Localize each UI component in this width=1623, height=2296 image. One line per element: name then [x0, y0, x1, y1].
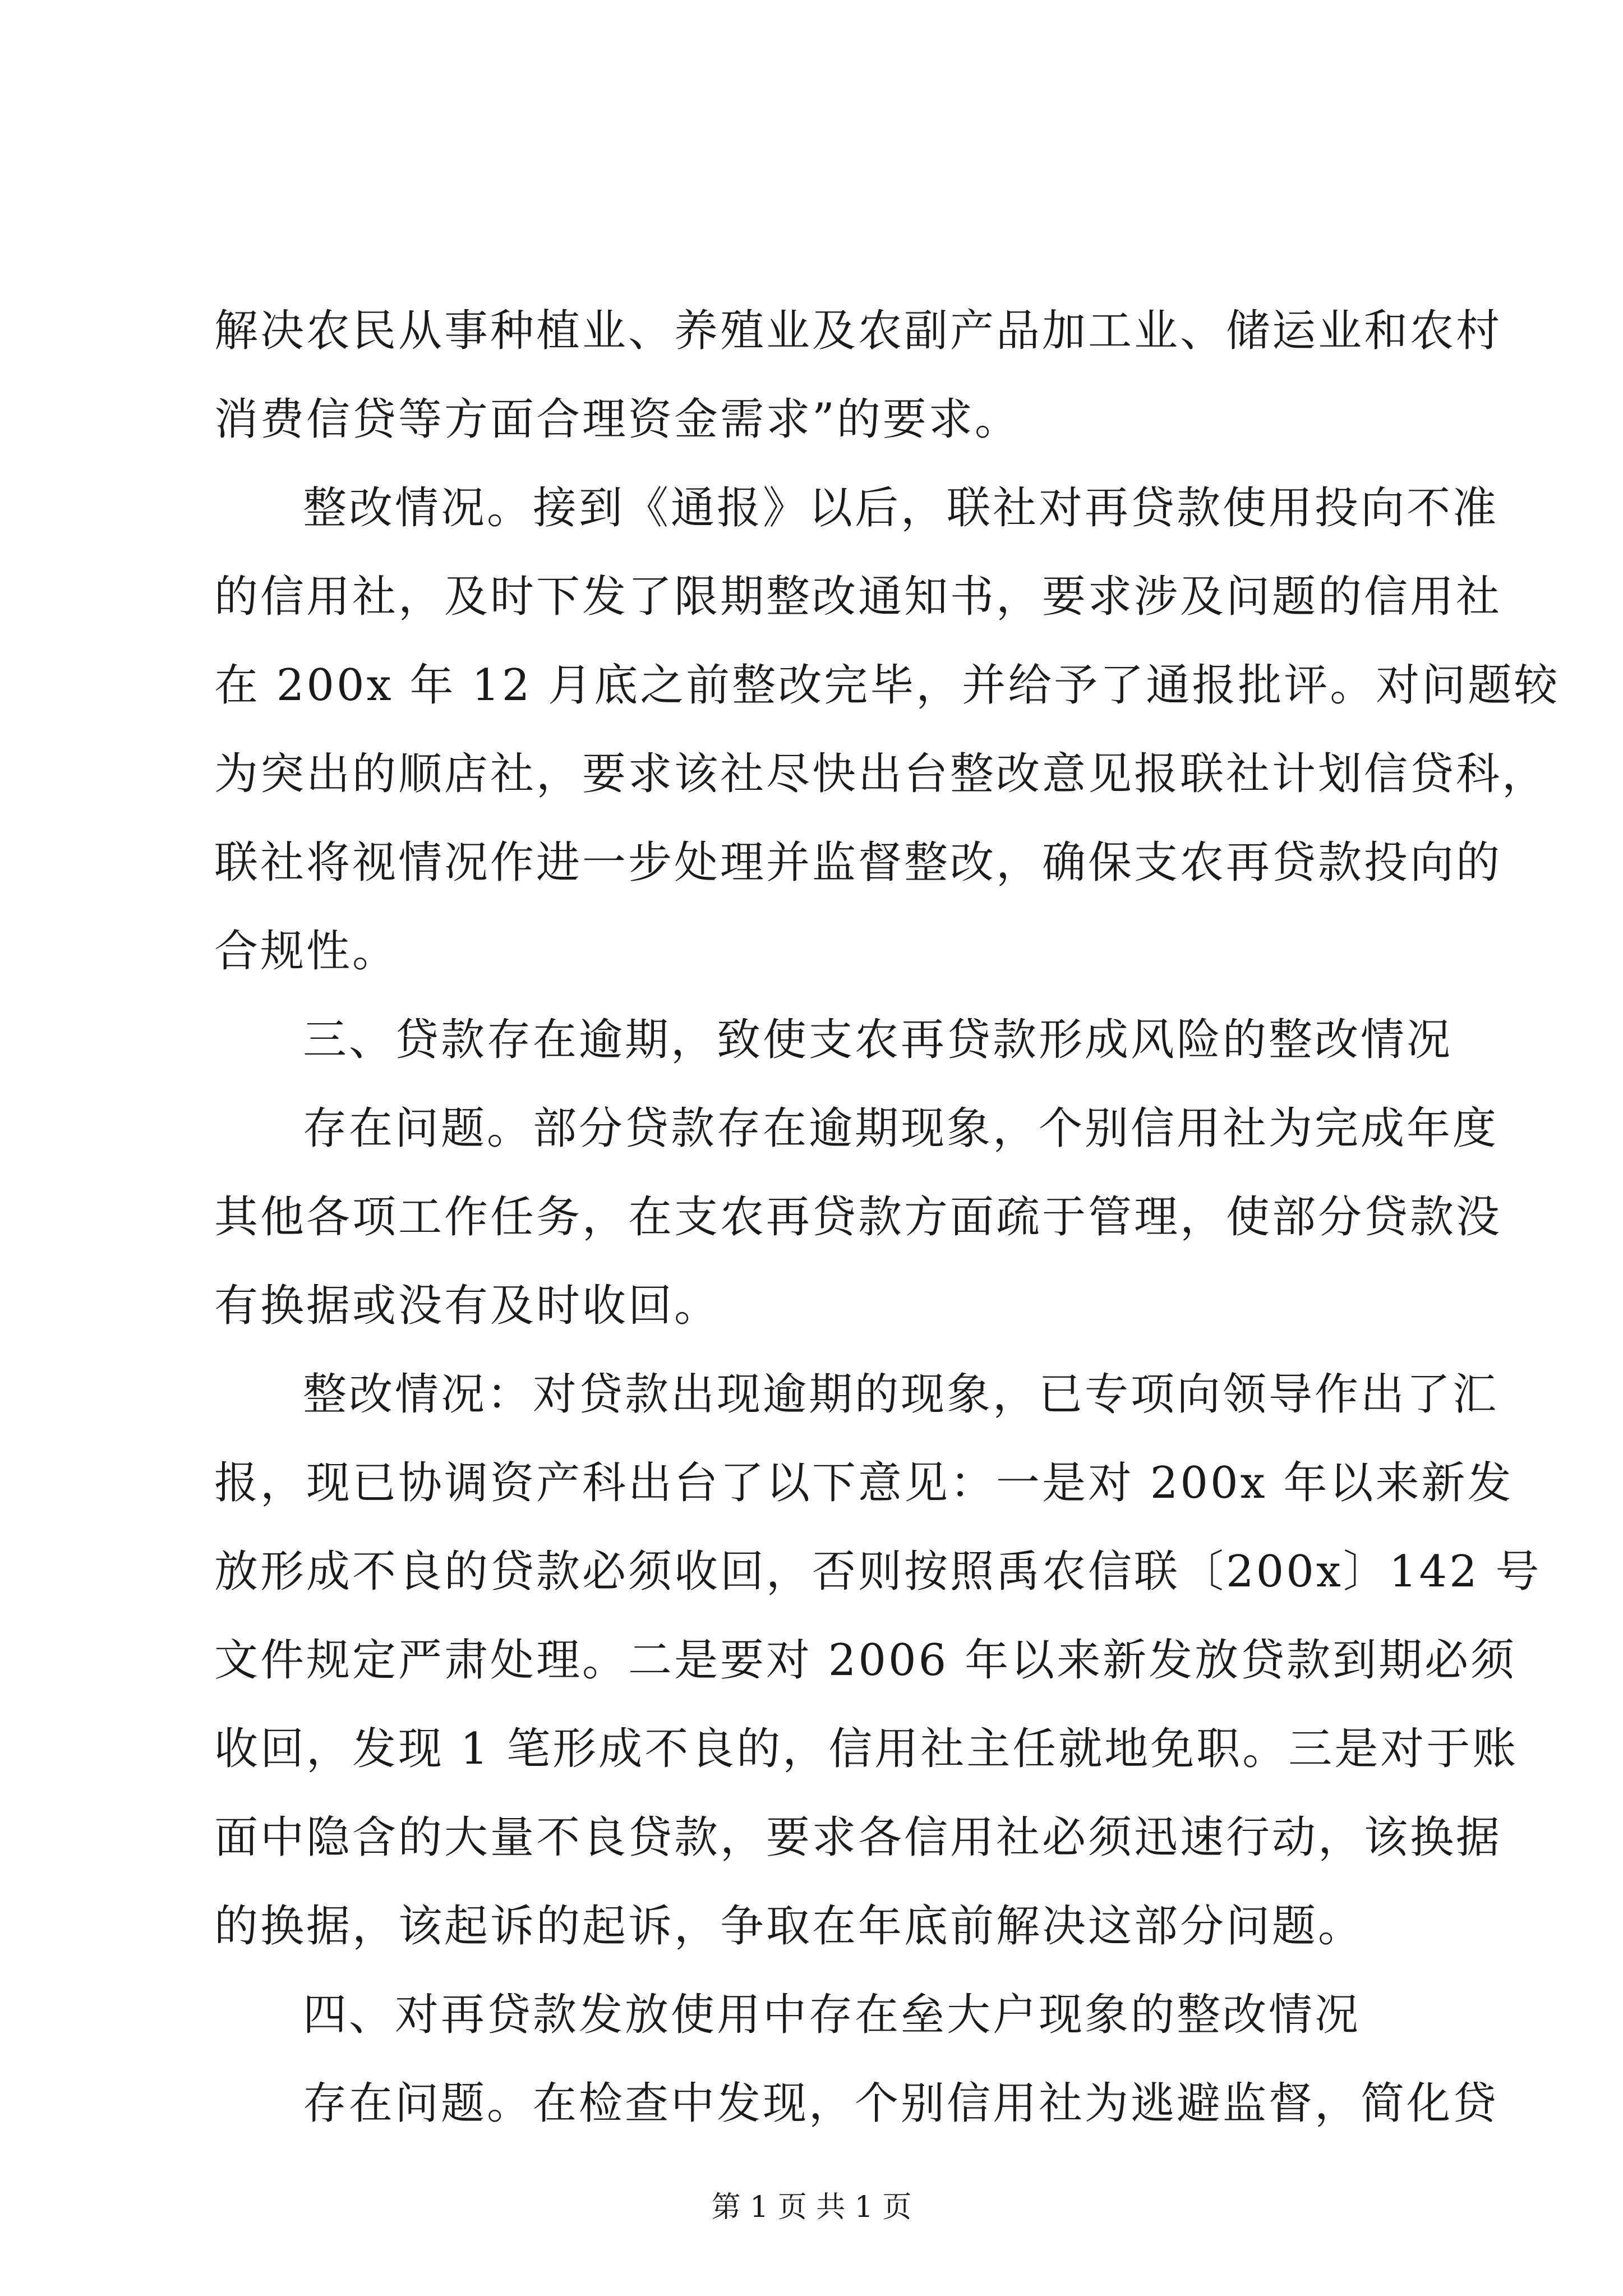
text-line: 为突出的顺店社，要求该社尽快出台整改意见报联社计划信贷科， — [214, 749, 1548, 799]
text-line: 有换据或没有及时收回。 — [214, 1281, 721, 1331]
text-line: 文件规定严肃处理。二是要对 2006 年以来新发放贷款到期必须 — [214, 1635, 1517, 1686]
paragraph-start: 存在问题。部分贷款存在逾期现象，个别信用社为完成年度 — [303, 1103, 1499, 1154]
page-footer: 第 1 页 共 1 页 — [711, 2191, 912, 2224]
text-line: 解决农民从事种植业、养殖业及农副产品加工业、储运业和农村 — [214, 306, 1502, 356]
text-line: 消费信贷等方面合理资金需求”的要求。 — [214, 394, 1021, 445]
text-line: 报，现已协调资产科出台了以下意见：一是对 200x 年以来新发 — [214, 1458, 1514, 1508]
section-heading: 三、贷款存在逾期，致使支农再贷款形成风险的整改情况 — [303, 1015, 1453, 1065]
text-line: 的换据，该起诉的起诉，争取在年底前解决这部分问题。 — [214, 1901, 1364, 1952]
text-line: 在 200x 年 12 月底之前整改完毕，并给予了通报批评。对问题较 — [214, 660, 1560, 711]
text-line: 放形成不良的贷款必须收回，否则按照禹农信联〔200x〕142 号 — [214, 1547, 1542, 1597]
text-line: 面中隐含的大量不良贷款，要求各信用社必须迅速行动，该换据 — [214, 1812, 1502, 1863]
text-line: 联社将视情况作进一步处理并监督整改，确保支农再贷款投向的 — [214, 838, 1502, 888]
text-line: 收回，发现 1 笔形成不良的，信用社主任就地免职。三是对于账 — [214, 1724, 1519, 1774]
paragraph-start: 存在问题。在检查中发现，个别信用社为逃避监督，简化贷 — [303, 2078, 1499, 2129]
paragraph-start: 整改情况。接到《通报》以后，联社对再贷款使用投向不准 — [303, 483, 1499, 533]
paragraph-start: 整改情况：对贷款出现逾期的现象，已专项向领导作出了汇 — [303, 1369, 1499, 1420]
section-heading: 四、对再贷款发放使用中存在垒大户现象的整改情况 — [303, 1990, 1361, 2040]
text-line: 的信用社，及时下发了限期整改通知书，要求涉及问题的信用社 — [214, 572, 1502, 622]
text-line: 合规性。 — [214, 926, 399, 977]
text-line: 其他各项工作任务，在支农再贷款方面疏于管理，使部分贷款没 — [214, 1192, 1502, 1243]
